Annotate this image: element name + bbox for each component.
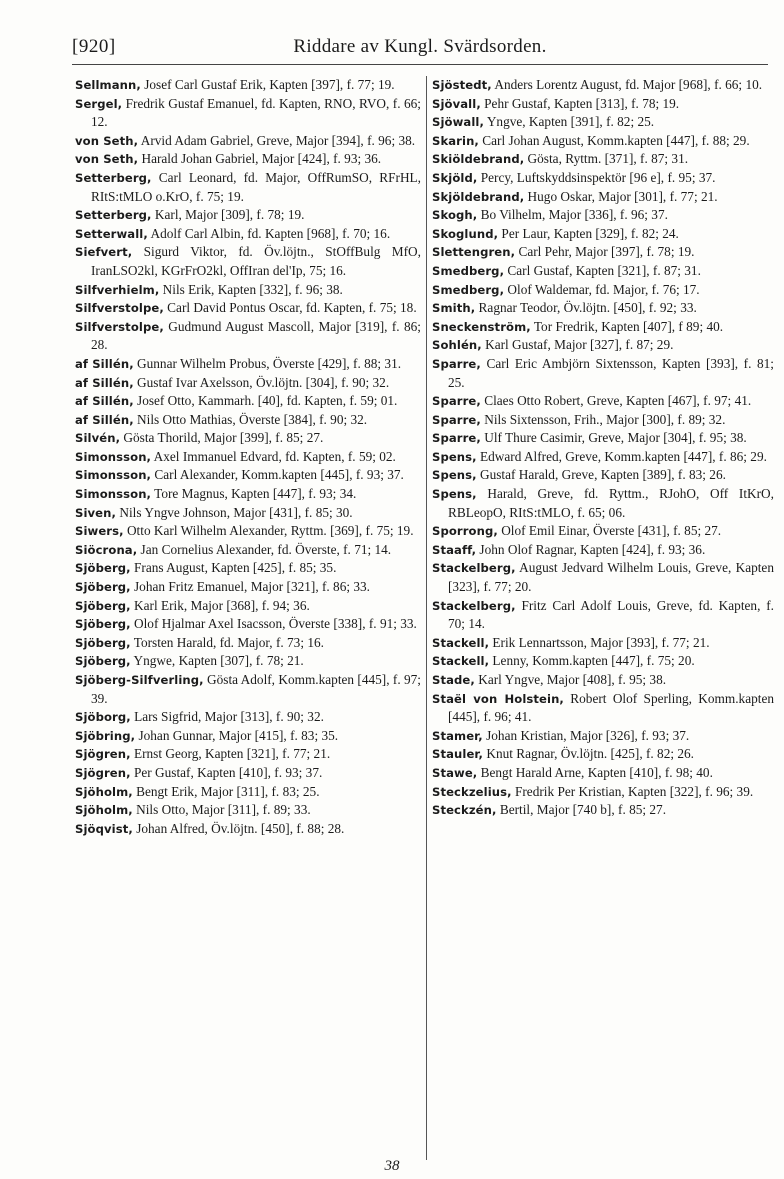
entry-details: Robert Olof Sperling, Komm.kapten [445], f. 96; 41.: [448, 690, 774, 725]
entry-details: Karl Gustaf, Major [327], f. 87; 29.: [481, 337, 674, 353]
entry-details: Bo Vilhelm, Major [336], f. 96; 37.: [477, 207, 668, 223]
entry-details: Anders Lorentz August, fd. Major [968], f. 66; 10.: [491, 77, 763, 92]
register-entry: [75, 504, 421, 523]
entry-details: Pehr Gustaf, Kapten [313], f. 78; 19.: [480, 95, 680, 111]
register-entry: [75, 764, 421, 783]
register-entry: [75, 150, 421, 169]
entry-name: Sjövall,: [432, 96, 481, 111]
entry-details: Bengt Erik, Major [311], f. 83; 25.: [132, 783, 320, 799]
register-entry: [432, 541, 774, 560]
entry-details: Ulf Thure Casimir, Greve, Major [304], f. 95; 38.: [480, 430, 747, 446]
register-entry: [432, 76, 774, 95]
entry-name: Sohlén,: [432, 338, 482, 353]
register-entry: [432, 411, 774, 430]
register-entry: [75, 411, 421, 430]
entry-name: Siwers,: [75, 524, 124, 539]
entry-details: Carl David Pontus Oscar, fd. Kapten, f. 75; 18.: [163, 300, 417, 316]
register-entry: [75, 485, 421, 504]
entry-details: Nils Sixtensson, Frih., Major [300], f. 89; 32.: [480, 411, 726, 427]
entry-name: Silfverstolpe,: [75, 301, 164, 316]
register-entry: [75, 634, 421, 653]
entry-name: Stackell,: [432, 635, 490, 650]
register-entry: [432, 485, 774, 522]
register-entry: [75, 801, 421, 820]
entry-name: Sjöborg,: [75, 710, 131, 725]
entry-details: Carl Johan August, Komm.kapten [447], f. 88; 29.: [478, 132, 750, 148]
entry-name: Slettengren,: [432, 245, 516, 260]
entry-details: Bengt Harald Arne, Kapten [410], f. 98; 40.: [477, 764, 713, 780]
entry-name: Stauler,: [432, 747, 484, 762]
entry-details: Nils Erik, Kapten [332], f. 96; 38.: [159, 281, 343, 297]
register-entry: [432, 727, 774, 746]
entry-details: Claes Otto Robert, Greve, Kapten [467], f. 97; 41.: [480, 393, 752, 409]
entry-details: Carl Pehr, Major [397], f. 78; 19.: [515, 244, 695, 260]
register-entry: [432, 262, 774, 281]
entry-name: Spens,: [432, 468, 477, 483]
entry-name: Skarin,: [432, 133, 479, 148]
entry-details: Erik Lennartsson, Major [393], f. 77; 21.: [489, 634, 710, 650]
register-entry: [75, 374, 421, 393]
entry-name: Silfverhielm,: [75, 282, 160, 297]
entry-name: Steckzén,: [432, 803, 497, 818]
entry-name: Skjöldebrand,: [432, 189, 525, 204]
register-entry: [432, 634, 774, 653]
entry-name: von Seth,: [75, 133, 139, 148]
entry-details: Arvid Adam Gabriel, Greve, Major [394], f. 96; 38.: [138, 132, 416, 148]
entry-details: Gösta Thorild, Major [399], f. 85; 27.: [120, 430, 324, 446]
page-header: [72, 30, 768, 65]
entry-name: Staaff,: [432, 542, 477, 557]
register-entry: [432, 652, 774, 671]
register-entry: [432, 429, 774, 448]
entry-details: Per Gustaf, Kapten [410], f. 93; 37.: [130, 764, 323, 780]
entry-name: Smedberg,: [432, 282, 505, 297]
entry-name: Sellmann,: [75, 78, 141, 92]
entry-name: Sjöstedt,: [432, 78, 492, 92]
register-entry: [75, 429, 421, 448]
entry-name: Siöcrona,: [75, 542, 138, 557]
register-entry: [432, 745, 774, 764]
entry-details: Yngwe, Kapten [307], f. 78; 21.: [130, 653, 304, 669]
entry-details: Gösta, Ryttm. [371], f. 87; 31.: [524, 151, 689, 167]
register-entry: [432, 466, 774, 485]
entry-name: Siefvert,: [75, 245, 133, 260]
register-entry: [75, 392, 421, 411]
entry-name: Steckzelius,: [432, 784, 512, 799]
entry-name: Staël von Holstein,: [432, 691, 564, 706]
register-entry: [75, 281, 421, 300]
register-entry: [432, 801, 774, 820]
register-entry: [75, 169, 421, 206]
entry-details: Carl Leonard, fd. Major, OffRumSO, RFrHL, RItS:tMLO o.KrO, f. 75; 19.: [91, 169, 421, 204]
entry-name: af Sillén,: [75, 375, 134, 390]
register-entry: [432, 336, 774, 355]
entry-name: Stackelberg,: [432, 598, 516, 613]
register-entry: [75, 559, 421, 578]
entry-details: Carl Gustaf, Kapten [321], f. 87; 31.: [504, 262, 701, 278]
entry-name: Sjöberg,: [75, 617, 131, 632]
entry-details: Tore Magnus, Kapten [447], f. 93; 34.: [151, 486, 357, 502]
entry-details: Josef Carl Gustaf Erik, Kapten [397], f. 77; 19.: [140, 77, 395, 92]
entry-details: Torsten Harald, fd. Major, f. 73; 16.: [130, 634, 324, 650]
entry-details: Nils Yngve Johnson, Major [431], f. 85; 30.: [116, 504, 353, 520]
register-entry: [432, 299, 774, 318]
entry-name: Smedberg,: [432, 263, 505, 278]
entry-details: Ernst Georg, Kapten [321], f. 77; 21.: [130, 746, 331, 762]
entry-name: Simonsson,: [75, 468, 152, 483]
entry-details: Nils Otto, Major [311], f. 89; 33.: [132, 802, 311, 818]
entry-name: Simonsson,: [75, 449, 152, 464]
entry-name: Stawe,: [432, 765, 478, 780]
entry-name: Sneckenström,: [432, 319, 531, 334]
register-entry: [75, 671, 421, 708]
entry-details: Harald Johan Gabriel, Major [424], f. 93; 36.: [138, 151, 382, 167]
register-entry: [432, 281, 774, 300]
register-entry: [75, 522, 421, 541]
entry-name: Skiöldebrand,: [432, 152, 525, 167]
register-entry: [432, 559, 774, 596]
register-entry: [432, 169, 774, 188]
entry-name: Siven,: [75, 505, 117, 520]
entry-details: Gösta Adolf, Komm.kapten [445], f. 97; 39.: [91, 672, 421, 706]
register-entry: [75, 299, 421, 318]
entry-name: Sergel,: [75, 96, 123, 111]
register-entry: [432, 597, 774, 634]
page-footer-marker: 38: [384, 1158, 400, 1174]
entry-name: Setterwall,: [75, 226, 148, 241]
page-title: Riddare av Kungl. Svärdsorden.: [293, 36, 547, 57]
entry-name: Sparre,: [432, 356, 481, 371]
entry-details: Olof Emil Einar, Överste [431], f. 85; 27.: [497, 523, 722, 539]
register-entry: [75, 783, 421, 802]
register-entry: [432, 392, 774, 411]
entry-name: Sjöberg,: [75, 654, 131, 669]
left-column: [75, 76, 421, 838]
register-entry: [75, 225, 421, 244]
entry-details: Ragnar Teodor, Öv.löjtn. [450], f. 92; 33.: [475, 300, 697, 316]
register-entry: [432, 783, 774, 802]
right-column: [432, 76, 774, 820]
register-entry: [432, 132, 774, 151]
register-entry: [75, 541, 421, 560]
entry-name: af Sillén,: [75, 412, 134, 427]
entry-name: Sjöholm,: [75, 784, 133, 799]
register-entry: [75, 652, 421, 671]
entry-details: Karl Yngve, Major [408], f. 95; 38.: [474, 672, 667, 687]
entry-details: Frans August, Kapten [425], f. 85; 35.: [130, 560, 337, 576]
register-entry: [75, 615, 421, 634]
entry-name: Sjöberg,: [75, 598, 131, 613]
register-entry: [432, 671, 774, 690]
entry-name: af Sillén,: [75, 356, 134, 371]
entry-name: Sjöholm,: [75, 803, 133, 818]
entry-details: Per Laur, Kapten [329], f. 82; 24.: [498, 225, 679, 241]
entry-details: Olof Waldemar, fd. Major, f. 76; 17.: [504, 281, 700, 297]
entry-name: Sjögren,: [75, 747, 131, 762]
register-entry: [75, 727, 421, 746]
entry-name: Setterberg,: [75, 208, 152, 223]
register-entry: [432, 355, 774, 392]
entry-name: Spens,: [432, 449, 477, 464]
column-divider: [426, 76, 427, 1160]
register-entry: [75, 206, 421, 225]
entry-details: Gudmund August Mascoll, Major [319], f. 86; 28.: [91, 318, 421, 353]
register-entry: [432, 690, 774, 727]
entry-name: Sjöberg,: [75, 580, 131, 595]
entry-name: Sparre,: [432, 412, 481, 427]
entry-details: Johan Gunnar, Major [415], f. 83; 35.: [135, 727, 339, 743]
entry-details: Knut Ragnar, Öv.löjtn. [425], f. 82; 26.: [483, 746, 694, 762]
entry-details: Johan Fritz Emanuel, Major [321], f. 86; 33.: [130, 579, 370, 595]
entry-details: Harald, Greve, fd. Ryttm., RJohO, Off ItKrO, RBLeopO, RItS:tMLO, f. 65; 06.: [448, 486, 774, 520]
entry-details: Lenny, Komm.kapten [447], f. 75; 20.: [489, 653, 695, 669]
entry-name: Skoglund,: [432, 226, 499, 241]
entry-details: Sigurd Viktor, fd. Öv.löjtn., StOffBulg MfO, IranLSO2kl, KGrFrO2kl, OffIran del'Ip, 75; 16.: [91, 244, 421, 278]
entry-details: Nils Otto Mathias, Överste [384], f. 90; 32.: [133, 411, 368, 427]
entry-name: Sjöwall,: [432, 115, 484, 130]
register-entry: [432, 113, 774, 132]
entry-name: Stade,: [432, 673, 475, 687]
entry-name: Stackelberg,: [432, 561, 516, 576]
register-entry: [432, 318, 774, 337]
register-entry: [75, 745, 421, 764]
entry-details: Yngve, Kapten [391], f. 82; 25.: [483, 114, 655, 130]
register-entry: [432, 95, 774, 114]
entry-details: Tor Fredrik, Kapten [407], f 89; 40.: [530, 318, 724, 334]
entry-details: Karl, Major [309], f. 78; 19.: [151, 207, 305, 223]
register-entry: [75, 243, 421, 280]
register-entry: [75, 76, 421, 95]
entry-details: Lars Sigfrid, Major [313], f. 90; 32.: [130, 709, 324, 725]
register-entry: [432, 243, 774, 262]
entry-details: Adolf Carl Albin, fd. Kapten [968], f. 70; 16.: [147, 225, 391, 241]
register-entry: [75, 132, 421, 151]
entry-details: Carl Eric Ambjörn Sixtensson, Kapten [393], f. 81; 25.: [448, 355, 774, 390]
entry-name: Smith,: [432, 301, 476, 316]
entry-details: Fredrik Per Kristian, Kapten [322], f. 96; 39.: [511, 783, 754, 799]
entry-details: Gustaf Ivar Axelsson, Öv.löjtn. [304], f. 90; 32.: [133, 374, 390, 390]
entry-name: Sjöqvist,: [75, 821, 133, 836]
entry-name: Stackell,: [432, 654, 490, 669]
register-entry: [75, 578, 421, 597]
register-entry: [75, 318, 421, 355]
entry-details: Johan Alfred, Öv.löjtn. [450], f. 88; 28.: [132, 820, 345, 836]
entry-details: Gunnar Wilhelm Probus, Överste [429], f. 88; 31.: [133, 355, 402, 371]
entry-details: Percy, Luftskyddsinspektör [96 e], f. 95; 37.: [477, 169, 716, 185]
register-entry: [432, 522, 774, 541]
entry-name: Setterberg,: [75, 170, 152, 185]
entry-name: Simonsson,: [75, 487, 152, 502]
entry-name: Sparre,: [432, 431, 481, 446]
register-entry: [75, 466, 421, 485]
entry-name: Sparre,: [432, 394, 481, 409]
entry-name: Sporrong,: [432, 524, 498, 539]
entry-details: Bertil, Major [740 b], f. 85; 27.: [496, 802, 667, 818]
entry-name: af Sillén,: [75, 394, 134, 409]
entry-name: Sjöberg,: [75, 635, 131, 650]
register-entry: [75, 95, 421, 132]
register-entry: [75, 355, 421, 374]
entry-name: Stamer,: [432, 728, 483, 743]
entry-details: Edward Alfred, Greve, Komm.kapten [447], f. 86; 29.: [476, 448, 767, 464]
entry-details: Johan Kristian, Major [326], f. 93; 37.: [482, 727, 690, 743]
entry-name: Sjöbring,: [75, 728, 136, 743]
entry-details: Hugo Oskar, Major [301], f. 77; 21.: [524, 188, 718, 204]
entry-name: von Seth,: [75, 152, 139, 167]
page-number: [920]: [72, 36, 116, 57]
entry-details: Axel Immanuel Edvard, fd. Kapten, f. 59; 02.: [151, 448, 396, 464]
register-entry: [432, 764, 774, 783]
entry-name: Silvén,: [75, 431, 121, 446]
entry-name: Skogh,: [432, 208, 478, 223]
entry-name: Skjöld,: [432, 170, 478, 185]
entry-name: Spens,: [432, 487, 477, 502]
entry-details: Fredrik Gustaf Emanuel, fd. Kapten, RNO, RVO, f. 66; 12.: [91, 95, 421, 130]
entry-details: John Olof Ragnar, Kapten [424], f. 93; 36.: [476, 541, 706, 557]
register-entry: [75, 597, 421, 616]
register-entry: [432, 225, 774, 244]
entry-details: Jan Cornelius Alexander, fd. Överste, f. 71; 14.: [137, 541, 392, 557]
register-entry: [432, 206, 774, 225]
register-entry: [432, 448, 774, 467]
entry-details: Fritz Carl Adolf Louis, Greve, fd. Kapten, f. 70; 14.: [448, 597, 774, 632]
register-entry: [75, 708, 421, 727]
entry-details: Karl Erik, Major [368], f. 94; 36.: [130, 597, 310, 613]
entry-name: Sjöberg,: [75, 561, 131, 576]
entry-name: Sjögren,: [75, 765, 131, 780]
entry-details: Carl Alexander, Komm.kapten [445], f. 93; 37.: [151, 467, 404, 483]
entry-name: Sjöberg-Silfverling,: [75, 673, 204, 687]
entry-details: Josef Otto, Kammarh. [40], fd. Kapten, f. 59; 01.: [133, 393, 398, 409]
entry-details: August Jedvard Wilhelm Louis, Greve, Kapten [323], f. 77; 20.: [448, 560, 774, 595]
entry-details: Gustaf Harald, Greve, Kapten [389], f. 83; 26.: [476, 467, 726, 483]
register-entry: [75, 448, 421, 467]
register-entry: [75, 820, 421, 839]
entry-details: Otto Karl Wilhelm Alexander, Ryttm. [369], f. 75; 19.: [123, 523, 414, 539]
entry-details: Olof Hjalmar Axel Isacsson, Överste [338], f. 91; 33.: [130, 616, 417, 632]
register-entry: [432, 188, 774, 207]
entry-name: Silfverstolpe,: [75, 319, 164, 334]
register-entry: [432, 150, 774, 169]
